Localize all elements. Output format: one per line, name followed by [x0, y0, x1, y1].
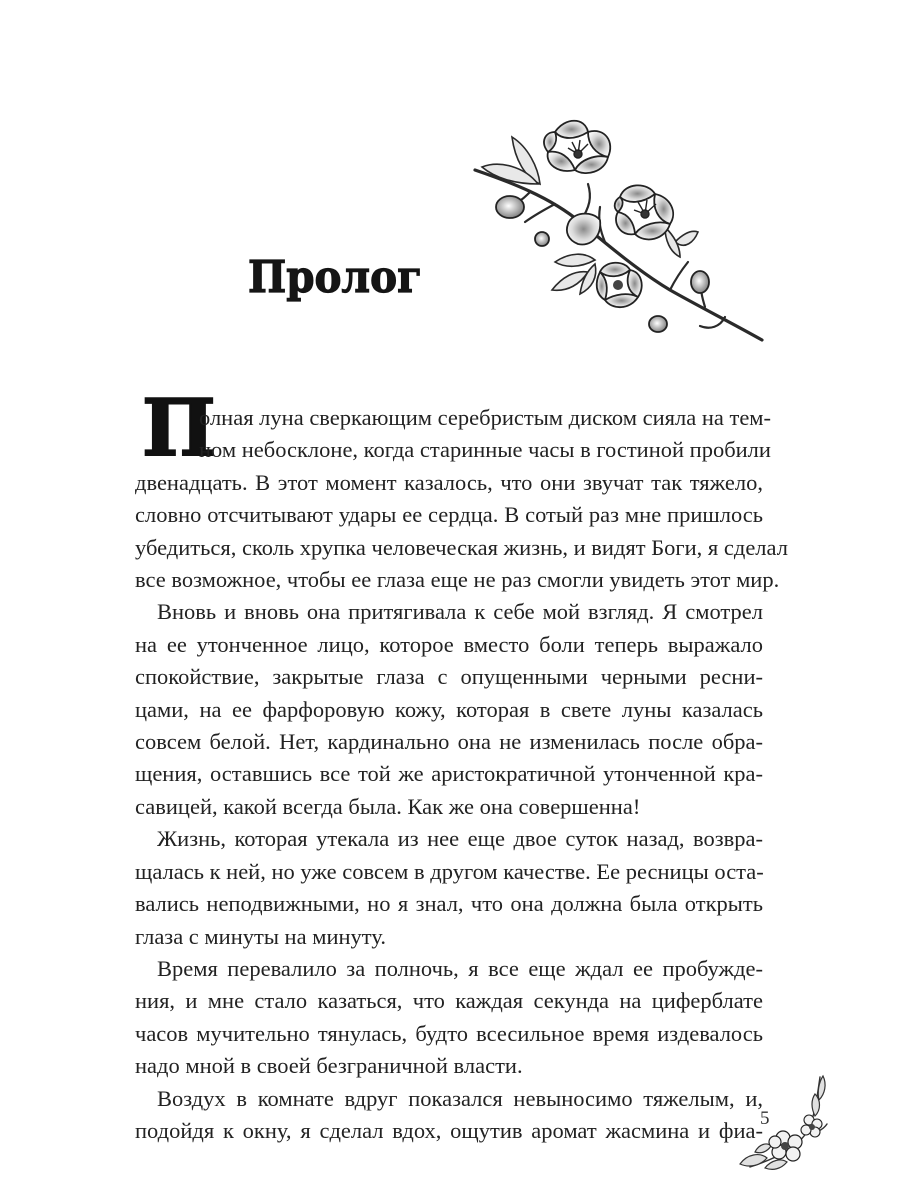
text-line: ном небосклоне, когда старинные часы в гостиной пробили: [199, 437, 771, 463]
text-line: олная луна сверкающим серебристым диском сияла на тем-: [199, 405, 772, 430]
paragraph: [135, 953, 763, 1083]
chapter-title: Пролог: [248, 252, 422, 303]
text-line: савицей, какой всегда была. Как же она совершенна!: [135, 793, 641, 819]
text-line: щения, оставшись все той же аристократичной утонченной кра-: [135, 761, 763, 787]
floral-corner-ornament: [735, 1072, 830, 1172]
cherry-blossom-branch-illustration: [470, 112, 770, 352]
text-line: ния, и мне стало казаться, что каждая секунда на циферблате: [135, 988, 763, 1014]
page-number: 5: [760, 1108, 770, 1129]
chapter-body: [135, 402, 788, 1147]
text-line: совсем белой. Нет, кардинально она не изменилась после обра-: [135, 729, 763, 755]
text-line: часов мучительно тянулась, будто всесильное время издевалось: [135, 1020, 763, 1046]
text-line: спокойствие, закрытые глаза с опущенными черными ресни-: [135, 664, 763, 690]
drop-cap-letter: П: [142, 383, 216, 474]
text-line: щалась к ней, но уже совсем в другом качестве. Ее ресницы оста-: [135, 858, 764, 884]
text-line: вались неподвижными, но я знал, что она должна была открыть: [135, 891, 763, 917]
text-line: Жизнь, которая утекала из нее еще двое суток назад, возвра-: [157, 826, 763, 852]
paragraph: [135, 1083, 763, 1148]
text-line: глаза с минуты на минуту.: [135, 923, 386, 949]
text-line: на ее утонченное лицо, которое вместо боли теперь выражало: [135, 631, 763, 657]
text-line: Время перевалило за полночь, я все еще ждал ее пробужде-: [157, 955, 763, 981]
text-line: все возможное, чтобы ее глаза еще не раз смогли увидеть этот мир.: [135, 567, 780, 593]
paragraph: [135, 596, 763, 823]
paragraph: [135, 823, 764, 953]
paragraph: [135, 402, 788, 596]
text-line: подойдя к окну, я сделал вдох, ощутив аромат жасмина и фиа-: [135, 1117, 763, 1143]
text-line: словно отсчитывают удары ее сердца. В сотый раз мне пришлось: [135, 502, 763, 528]
text-line: Вновь и вновь она притягивала к себе мой взгляд. Я смотрел: [157, 599, 763, 625]
text-line: двенадцать. В этот момент казалось, что они звучат так тяжело,: [135, 469, 763, 495]
text-line: надо мной в своей безграничной власти.: [135, 1053, 523, 1079]
text-line: убедиться, сколь хрупка человеческая жизнь, и видят Боги, я сделал: [135, 534, 788, 560]
text-line: цами, на ее фарфоровую кожу, которая в свете луны казалась: [135, 696, 763, 722]
text-line: Воздух в комнате вдруг показался невыносимо тяжелым, и,: [157, 1085, 763, 1111]
